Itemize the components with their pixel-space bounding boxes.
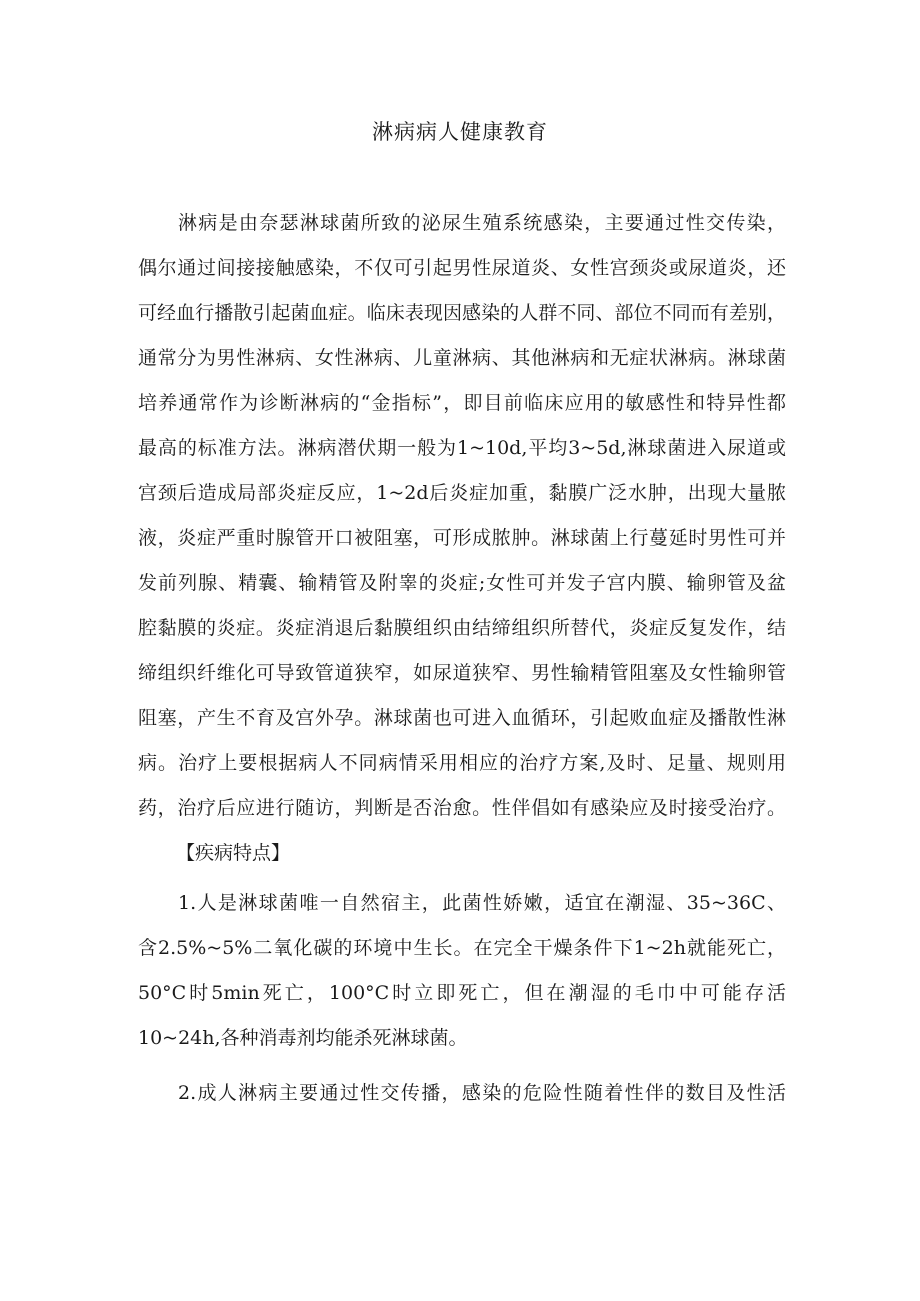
paragraph-line: 阻塞，产生不育及宫外孕。淋球菌也可进入血循环，引起败血症及播散性淋 [138,707,786,729]
paragraph-line: 病。治疗上要根据病人不同病情采用相应的治疗方案,及时、足量、规则用 [138,752,786,774]
section-heading: 【疾病特点】 [176,842,291,864]
paragraph-line: 培养通常作为诊断淋病的“金指标”，即目前临床应用的敏感性和特异性都 [138,392,786,414]
paragraph-line: 含2.5%~5%二氧化碳的环境中生长。在完全干燥条件下1~2h就能死亡， [138,937,786,959]
paragraph-line: 最高的标准方法。淋病潜伏期一般为1~10d,平均3~5d,淋球菌进入尿道或 [138,437,786,459]
paragraph-line: 腔黏膜的炎症。炎症消退后黏膜组织由结缔组织所替代，炎症反复发作，结 [138,617,786,639]
paragraph-line: 可经血行播散引起菌血症。临床表现因感染的人群不同、部位不同而有差别， [138,302,786,324]
paragraph-line: 偶尔通过间接接触感染，不仅可引起男性尿道炎、女性宫颈炎或尿道炎，还 [138,257,786,279]
paragraph-line: 1.人是淋球菌唯一自然宿主，此菌性娇嫩，适宜在潮湿、35~36C、 [178,892,786,914]
paragraph-line: 宫颈后造成局部炎症反应，1~2d后炎症加重，黏膜广泛水肿，出现大量脓 [138,482,786,504]
paragraph-line: 10~24h,各种消毒剂均能杀死淋球菌。 [138,1027,468,1049]
paragraph-line: 液，炎症严重时腺管开口被阻塞，可形成脓肿。淋球菌上行蔓延时男性可并 [138,527,786,549]
paragraph-line: 淋病是由奈瑟淋球菌所致的泌尿生殖系统感染，主要通过性交传染， [178,212,786,234]
paragraph-line: 缔组织纤维化可导致管道狭窄，如尿道狭窄、男性输精管阻塞及女性输卵管 [138,662,786,684]
document-title: 淋病病人健康教育 [372,120,548,144]
paragraph-line: 2.成人淋病主要通过性交传播，感染的危险性随着性伴的数目及性活 [178,1082,786,1104]
paragraph-line: 发前列腺、精囊、输精管及附睾的炎症;女性可并发子宫内膜、输卵管及盆 [138,572,786,594]
paragraph-line: 通常分为男性淋病、女性淋病、儿童淋病、其他淋病和无症状淋病。淋球菌 [138,347,786,369]
paragraph-line: 药，治疗后应进行随访，判断是否治愈。性伴倡如有感染应及时接受治疗。 [138,797,786,819]
paragraph-line: 50°C时5min死亡，100°C时立即死亡，但在潮湿的毛巾中可能存活 [138,982,786,1004]
